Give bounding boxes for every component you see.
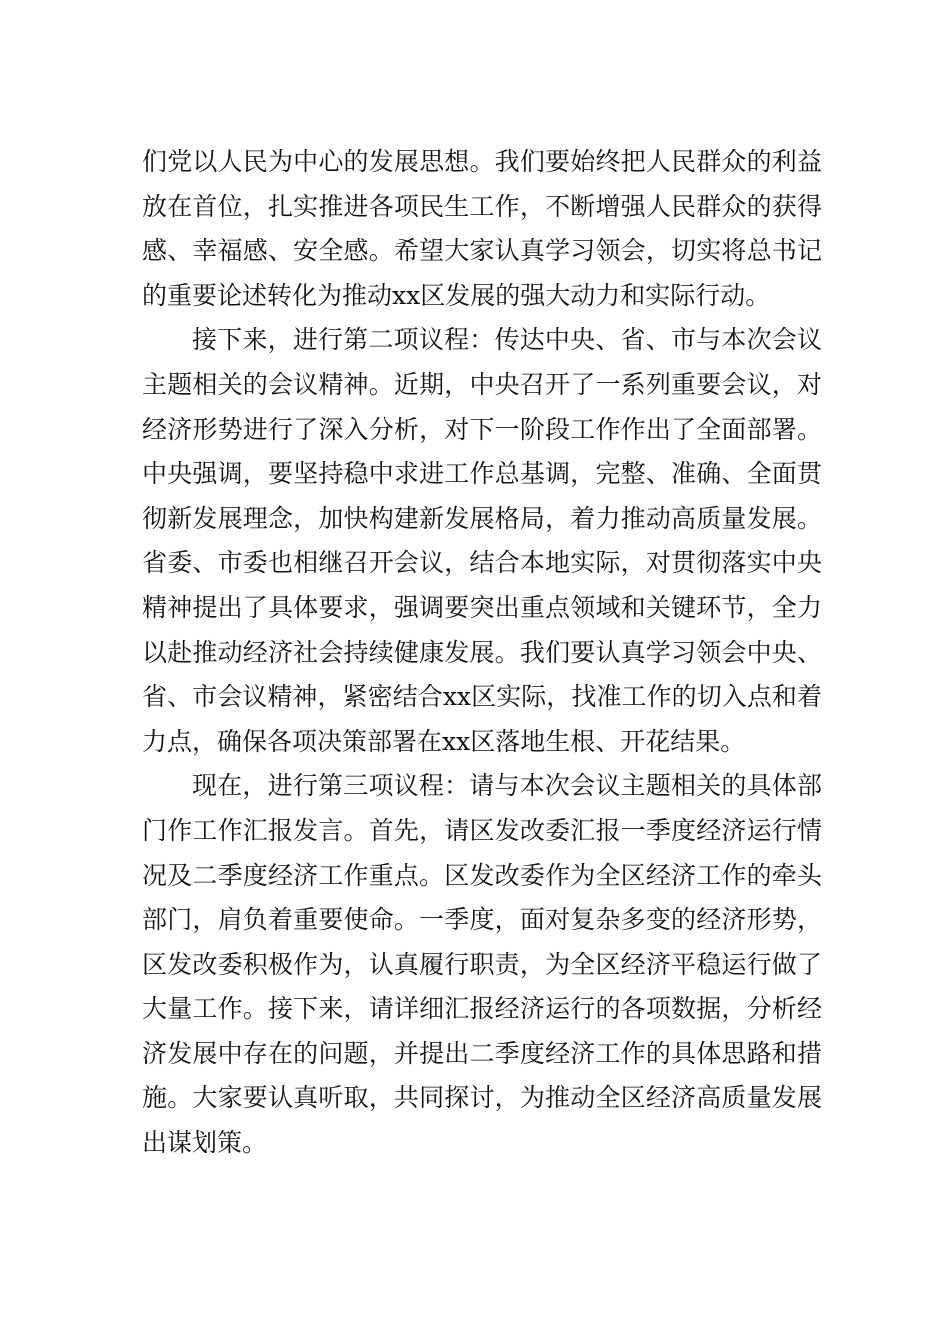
text-line: 出谋划策。	[142, 1128, 268, 1158]
text-line: 门作工作汇报发言。首先，请区发改委汇报一季度经济运行情	[142, 815, 822, 845]
text-line: 感、幸福感、安全感。希望大家认真学习领会，切实将总书记	[142, 236, 822, 266]
text-line: 力点，确保各项决策部署在xx区落地生根、开花结果。	[142, 726, 746, 756]
text-line: 中央强调，要坚持稳中求进工作总基调，完整、准确、全面贯	[142, 459, 822, 489]
document-page	[142, 140, 822, 1166]
text-line: 接下来，进行第二项议程：传达中央、省、市与本次会议	[192, 325, 822, 355]
text-line: 的重要论述转化为推动xx区发展的强大动力和实际行动。	[142, 280, 771, 310]
text-line: 区发改委积极作为，认真履行职责，为全区经济平稳运行做了	[142, 949, 822, 979]
text-line: 精神提出了具体要求，强调要突出重点领域和关键环节，全力	[142, 592, 822, 622]
text-line: 现在，进行第三项议程：请与本次会议主题相关的具体部	[192, 771, 822, 801]
text-line: 以赴推动经济社会持续健康发展。我们要认真学习领会中央、	[142, 637, 822, 667]
text-line: 施。大家要认真听取，共同探讨，为推动全区经济高质量发展	[142, 1083, 822, 1113]
text-line: 济发展中存在的问题，并提出二季度经济工作的具体思路和措	[142, 1038, 822, 1068]
text-line: 们党以人民为中心的发展思想。我们要始终把人民群众的利益	[142, 147, 822, 176]
text-line: 放在首位，扎实推进各项民生工作，不断增强人民群众的获得	[142, 191, 822, 221]
text-line: 经济形势进行了深入分析，对下一阶段工作作出了全面部署。	[142, 414, 822, 444]
text-line: 省委、市委也相继召开会议，结合本地实际，对贯彻落实中央	[142, 548, 822, 578]
text-line: 况及二季度经济工作重点。区发改委作为全区经济工作的牵头	[142, 860, 822, 890]
text-line: 省、市会议精神，紧密结合xx区实际，找准工作的切入点和着	[142, 682, 822, 712]
text-line: 主题相关的会议精神。近期，中央召开了一系列重要会议，对	[142, 369, 822, 399]
paragraph-1	[142, 140, 822, 318]
text-line: 彻新发展理念，加快构建新发展格局，着力推动高质量发展。	[142, 503, 822, 533]
paragraph-2	[142, 318, 822, 764]
text-line: 部门，肩负着重要使命。一季度，面对复杂多变的经济形势，	[142, 905, 822, 935]
text-line: 大量工作。接下来，请详细汇报经济运行的各项数据，分析经	[142, 994, 822, 1024]
paragraph-3	[142, 764, 822, 1165]
